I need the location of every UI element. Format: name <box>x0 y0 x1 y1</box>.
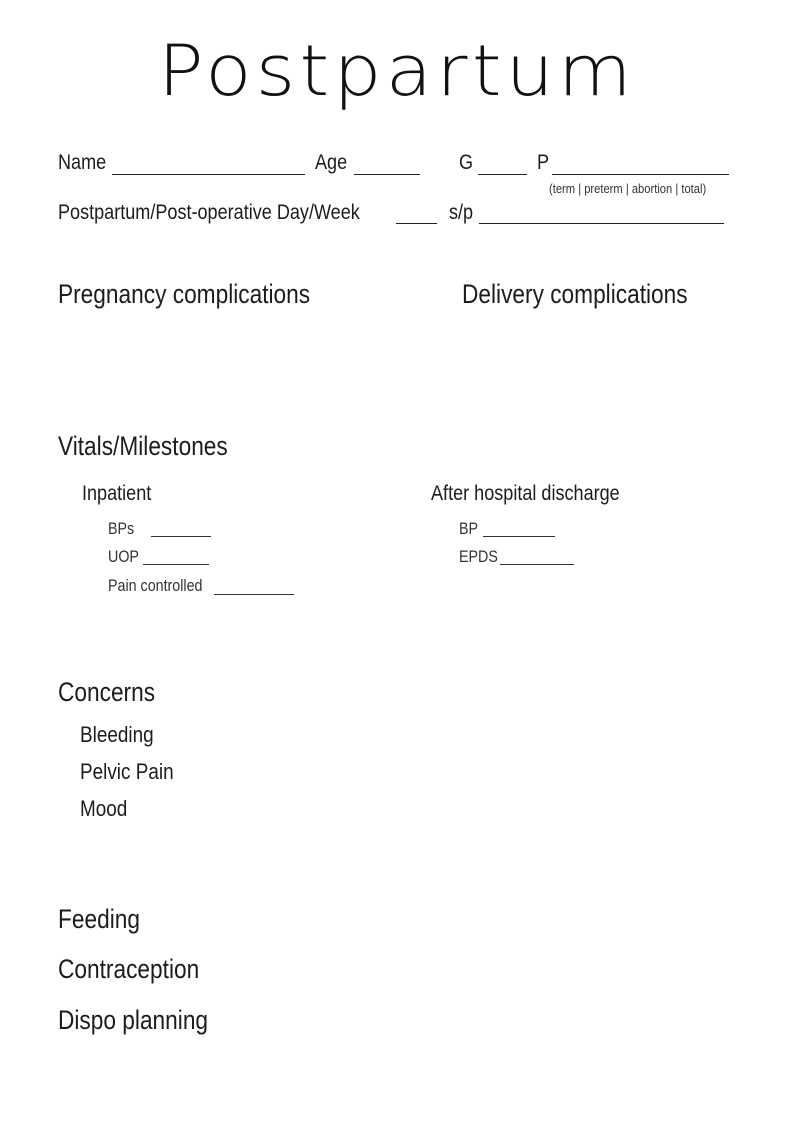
pregnancy-complications-heading: Pregnancy complications <box>58 279 311 309</box>
bps-label: BPs <box>108 519 135 538</box>
inpatient-label: Inpatient <box>82 482 152 505</box>
gravida-label: G <box>459 151 474 174</box>
epds-label: EPDS <box>459 547 498 566</box>
concern-pelvic-pain: Pelvic Pain <box>80 759 174 784</box>
after-discharge-label: After hospital discharge <box>431 482 620 505</box>
uop-field[interactable] <box>143 564 209 565</box>
name-label: Name <box>58 151 107 174</box>
pain-controlled-label: Pain controlled <box>108 576 203 595</box>
para-field[interactable] <box>552 174 729 175</box>
contraception-heading: Contraception <box>58 954 200 984</box>
para-label: P <box>537 151 550 174</box>
para-hint: (term | preterm | abortion | total) <box>549 181 707 196</box>
concern-bleeding: Bleeding <box>80 722 154 747</box>
bp-field[interactable] <box>483 536 555 537</box>
bp-label: BP <box>459 519 479 538</box>
dispo-planning-heading: Dispo planning <box>58 1005 209 1035</box>
delivery-complications-heading: Delivery complications <box>462 279 688 309</box>
sp-field[interactable] <box>479 223 724 224</box>
bps-field[interactable] <box>151 536 211 537</box>
gravida-field[interactable] <box>478 174 527 175</box>
pain-controlled-field[interactable] <box>214 594 294 595</box>
concerns-heading: Concerns <box>58 677 156 707</box>
uop-label: UOP <box>108 547 139 566</box>
name-field[interactable] <box>112 174 305 175</box>
feeding-heading: Feeding <box>58 904 140 934</box>
age-label: Age <box>315 151 348 174</box>
concern-mood: Mood <box>80 796 128 821</box>
postpartum-day-field[interactable] <box>396 223 437 224</box>
age-field[interactable] <box>354 174 420 175</box>
postpartum-day-label: Postpartum/Post-operative Day/Week <box>58 201 360 224</box>
sp-label: s/p <box>449 201 474 224</box>
epds-field[interactable] <box>500 564 574 565</box>
vitals-heading: Vitals/Milestones <box>58 431 228 461</box>
page-title: Postpartum <box>157 30 636 112</box>
